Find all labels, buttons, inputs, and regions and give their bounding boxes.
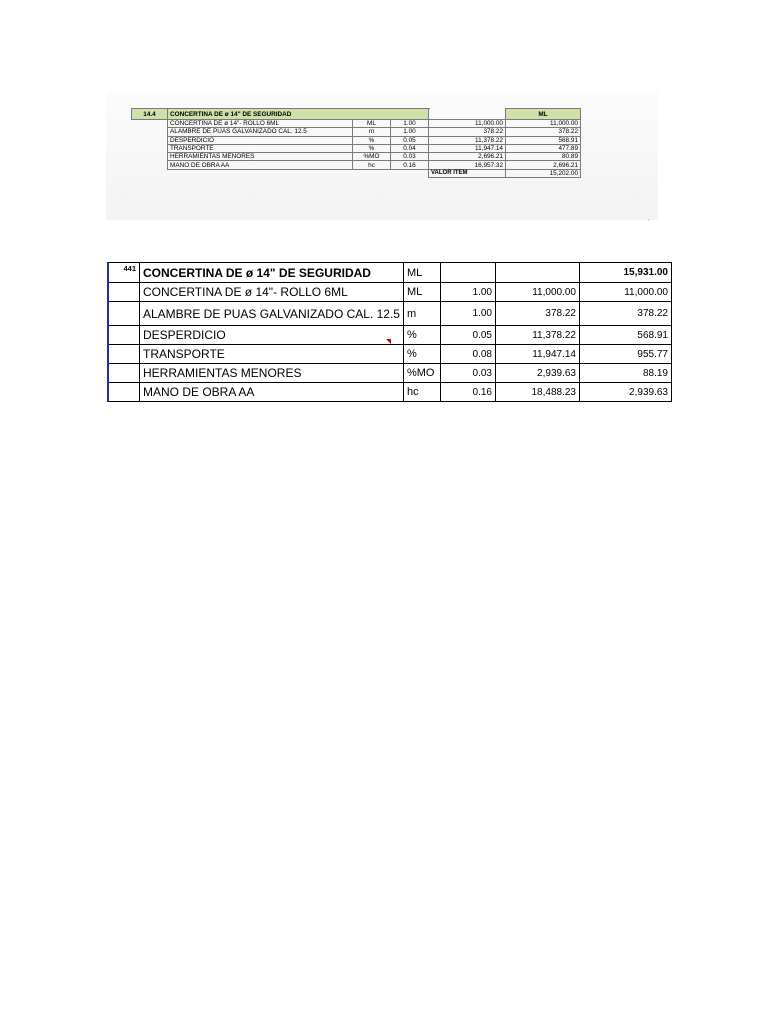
table-row: [132, 136, 581, 144]
row-unit-price: 2,939.63: [495, 364, 579, 383]
row-quantity: 1.00: [391, 128, 429, 136]
main-item-unit: ML: [403, 263, 440, 283]
table-row: [108, 383, 671, 402]
main-item-total: 15,931.00: [579, 263, 671, 283]
row-unit: ML: [353, 120, 391, 128]
row-unit-price: 11,947.14: [429, 144, 506, 152]
row-description: CONCERTINA DE ø 14"- ROLLO 6ML: [168, 120, 353, 128]
row-description: TRANSPORTE: [140, 345, 404, 364]
row-quantity: 0.05: [391, 136, 429, 144]
table-row: [132, 161, 581, 169]
row-total: 88.19: [579, 364, 671, 383]
row-unit-price: 378.22: [495, 302, 579, 326]
row-unit-price: 11,000.00: [429, 120, 506, 128]
row-description: MANO DE OBRA AA: [140, 383, 404, 402]
row-description: DESPERDICIO: [168, 136, 353, 144]
main-header-row: [108, 263, 671, 283]
comment-indicator-icon[interactable]: [386, 339, 391, 344]
row-quantity: 1.00: [440, 302, 495, 326]
row-quantity: 0.05: [440, 326, 495, 345]
row-quantity: 1.00: [440, 283, 495, 302]
row-unit: hc: [403, 383, 440, 402]
reference-header-row: [132, 109, 581, 120]
row-unit-price: 11,378.22: [495, 326, 579, 345]
row-quantity: 0.16: [440, 383, 495, 402]
row-unit: %MO: [403, 364, 440, 383]
table-row: [108, 283, 671, 302]
row-description: TRANSPORTE: [168, 144, 353, 152]
row-description: HERRAMIENTAS MENORES: [168, 153, 353, 161]
row-total: 11,000.00: [506, 120, 581, 128]
row-description: MANO DE OBRA AA: [168, 161, 353, 169]
row-description: ALAMBRE DE PUAS GALVANIZADO CAL. 12.5: [140, 302, 404, 326]
row-total: 955.77: [579, 345, 671, 364]
total-label: VALOR ITEM: [429, 169, 506, 177]
table-row: [108, 302, 671, 326]
reference-total-row: [132, 169, 581, 177]
row-total: 2,939.63: [579, 383, 671, 402]
row-quantity: 0.16: [391, 161, 429, 169]
row-quantity: 0.04: [391, 144, 429, 152]
row-unit: ML: [403, 283, 440, 302]
row-total: 378.22: [506, 128, 581, 136]
row-total: 568.91: [579, 326, 671, 345]
row-total: 11,000.00: [579, 283, 671, 302]
main-item-number: 441: [108, 263, 140, 283]
row-description: CONCERTINA DE ø 14"- ROLLO 6ML: [140, 283, 404, 302]
table-row: [132, 144, 581, 152]
reference-unit-price-table: [131, 108, 581, 178]
row-unit: %: [403, 345, 440, 364]
row-unit: %: [353, 136, 391, 144]
main-item-title: CONCERTINA DE ø 14" DE SEGURIDAD: [140, 263, 404, 283]
row-total: 568.91: [506, 136, 581, 144]
row-unit-price: 18,488.23: [495, 383, 579, 402]
reference-item-title: CONCERTINA DE ø 14" DE SEGURIDAD: [168, 109, 429, 120]
row-unit: %MO: [353, 153, 391, 161]
row-unit: hc: [353, 161, 391, 169]
row-unit-price: 11,378.22: [429, 136, 506, 144]
table-row: [108, 345, 671, 364]
row-quantity: 1.00: [391, 120, 429, 128]
scan-mark: ,: [648, 216, 650, 222]
row-quantity: 0.03: [391, 153, 429, 161]
row-unit-price: 11,000.00: [495, 283, 579, 302]
table-row: [132, 153, 581, 161]
row-total: 2,696.21: [506, 161, 581, 169]
row-unit: %: [353, 144, 391, 152]
row-unit-price: 2,696.21: [429, 153, 506, 161]
total-value: 15,202.00: [506, 169, 581, 177]
table-row: [132, 120, 581, 128]
row-unit: %: [403, 326, 440, 345]
row-description: HERRAMIENTAS MENORES: [140, 364, 404, 383]
row-quantity: 0.03: [440, 364, 495, 383]
row-total: 477.89: [506, 144, 581, 152]
table-row: [108, 364, 671, 383]
reference-item-number: 14.4: [132, 109, 168, 120]
row-total: 378.22: [579, 302, 671, 326]
row-unit-price: 16,957.32: [429, 161, 506, 169]
table-row: [132, 128, 581, 136]
main-unit-price-table: [107, 262, 672, 402]
row-unit-price: 378.22: [429, 128, 506, 136]
row-quantity: 0.08: [440, 345, 495, 364]
row-unit: m: [403, 302, 440, 326]
reference-item-unit: ML: [506, 109, 581, 120]
row-unit-price: 11,947.14: [495, 345, 579, 364]
row-description: DESPERDICIO: [140, 326, 404, 345]
row-total: 80.89: [506, 153, 581, 161]
row-unit: m: [353, 128, 391, 136]
row-description: ALAMBRE DE PUAS GALVANIZADO CAL. 12.5: [168, 128, 353, 136]
